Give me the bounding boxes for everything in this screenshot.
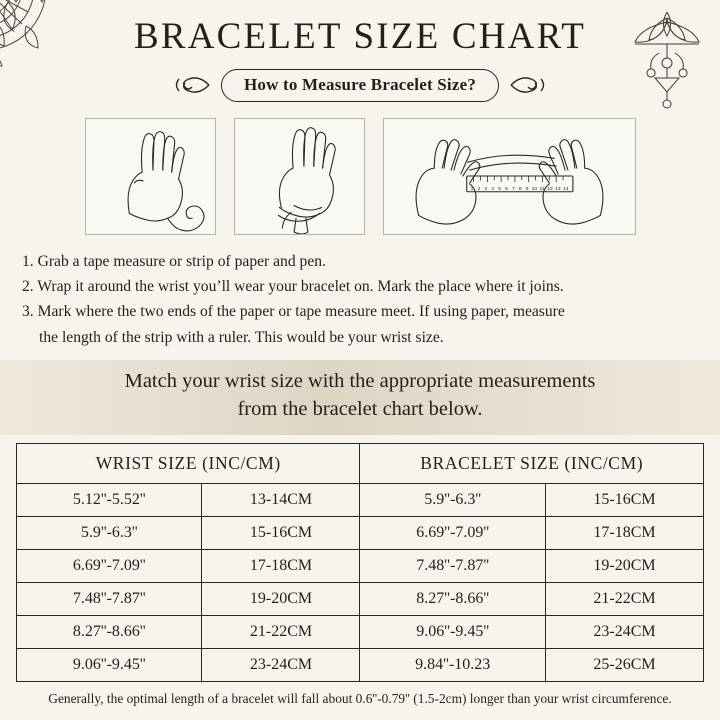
cell-bracelet-cm: 17-18CM: [545, 517, 703, 550]
cell-wrist-cm: 19-20CM: [202, 583, 360, 616]
cell-wrist-cm: 17-18CM: [202, 550, 360, 583]
cell-wrist-cm: 23-24CM: [202, 649, 360, 682]
cell-bracelet-cm: 15-16CM: [545, 484, 703, 517]
cell-bracelet-cm: 23-24CM: [545, 616, 703, 649]
illustration-hand-with-tape-measure: [85, 118, 216, 235]
cell-bracelet-inch: 7.48''-7.87'': [360, 550, 545, 583]
table-row: [17, 517, 704, 550]
cell-bracelet-inch: 5.9''-6.3'': [360, 484, 545, 517]
cell-wrist-inch: 8.27''-8.66'': [17, 616, 202, 649]
step-2: 2. Wrap it around the wrist you’ll wear your bracelet on. Mark the place where it joins.: [22, 278, 564, 296]
svg-text:6: 6: [504, 186, 508, 192]
header-wrist-size: WRIST SIZE (INC/CM): [17, 444, 360, 484]
svg-text:12: 12: [546, 186, 553, 192]
svg-text:8: 8: [518, 186, 522, 192]
step-3-continued: the length of the strip with a ruler. This would be your wrist size.: [39, 328, 444, 346]
svg-text:4: 4: [490, 186, 494, 192]
subtitle-row: [0, 69, 720, 102]
subtitle-pill: How to Measure Bracelet Size?: [221, 69, 499, 102]
cell-wrist-inch: 9.06''-9.45'': [17, 649, 202, 682]
cell-bracelet-inch: 6.69''-7.09'': [360, 517, 545, 550]
header-bracelet-size: BRACELET SIZE (INC/CM): [360, 444, 704, 484]
match-banner-line-2: from the bracelet chart below.: [237, 397, 483, 420]
svg-text:10: 10: [531, 186, 537, 192]
match-banner-line-1: Match your wrist size with the appropriate measurements: [124, 369, 596, 392]
cell-wrist-cm: 15-16CM: [202, 517, 360, 550]
cell-bracelet-cm: 25-26CM: [545, 649, 703, 682]
cell-wrist-inch: 7.48''-7.87'': [17, 583, 202, 616]
table-row: [17, 484, 704, 517]
svg-text:9: 9: [525, 186, 528, 192]
svg-text:2: 2: [477, 186, 480, 192]
svg-text:11: 11: [538, 186, 545, 192]
flourish-left-icon: [173, 73, 211, 97]
cell-wrist-cm: 21-22CM: [202, 616, 360, 649]
cell-bracelet-cm: 19-20CM: [545, 550, 703, 583]
cell-wrist-inch: 5.9''-6.3'': [17, 517, 202, 550]
svg-text:13: 13: [554, 186, 561, 192]
svg-text:5: 5: [497, 186, 501, 192]
table-row: [17, 583, 704, 616]
size-chart-table: [16, 443, 704, 682]
illustration-row: [0, 118, 720, 235]
illustration-hand-wrapping-wrist: [234, 118, 365, 235]
cell-bracelet-inch: 8.27''-8.66'': [360, 583, 545, 616]
cell-wrist-cm: 13-14CM: [202, 484, 360, 517]
cell-wrist-inch: 5.12''-5.52'': [17, 484, 202, 517]
step-3: 3. Mark where the two ends of the paper or tape measure meet. If using paper, measure: [22, 303, 565, 321]
cell-bracelet-inch: 9.06''-9.45'': [360, 616, 545, 649]
svg-text:1: 1: [470, 186, 473, 192]
table-row: [17, 649, 704, 682]
illustration-hands-measuring-strip: [383, 118, 636, 235]
instruction-steps: [0, 249, 720, 350]
svg-text:14: 14: [562, 186, 569, 192]
table-header-row: [17, 444, 704, 484]
match-banner: [0, 360, 720, 435]
step-1: 1. Grab a tape measure or strip of paper and pen.: [22, 252, 326, 270]
svg-text:3: 3: [483, 186, 487, 192]
table-row: [17, 550, 704, 583]
svg-text:7: 7: [511, 186, 515, 192]
cell-bracelet-inch: 9.84''-10.23: [360, 649, 545, 682]
cell-bracelet-cm: 21-22CM: [545, 583, 703, 616]
page-title: BRACELET SIZE CHART: [133, 16, 587, 57]
cell-wrist-inch: 6.69''-7.09'': [17, 550, 202, 583]
flourish-right-icon: [509, 73, 547, 97]
footnote: Generally, the optimal length of a bracelet will fall about 0.6''-0.79'' (1.5-2cm) longer than your wrist circumference.: [48, 691, 672, 707]
table-row: [17, 616, 704, 649]
